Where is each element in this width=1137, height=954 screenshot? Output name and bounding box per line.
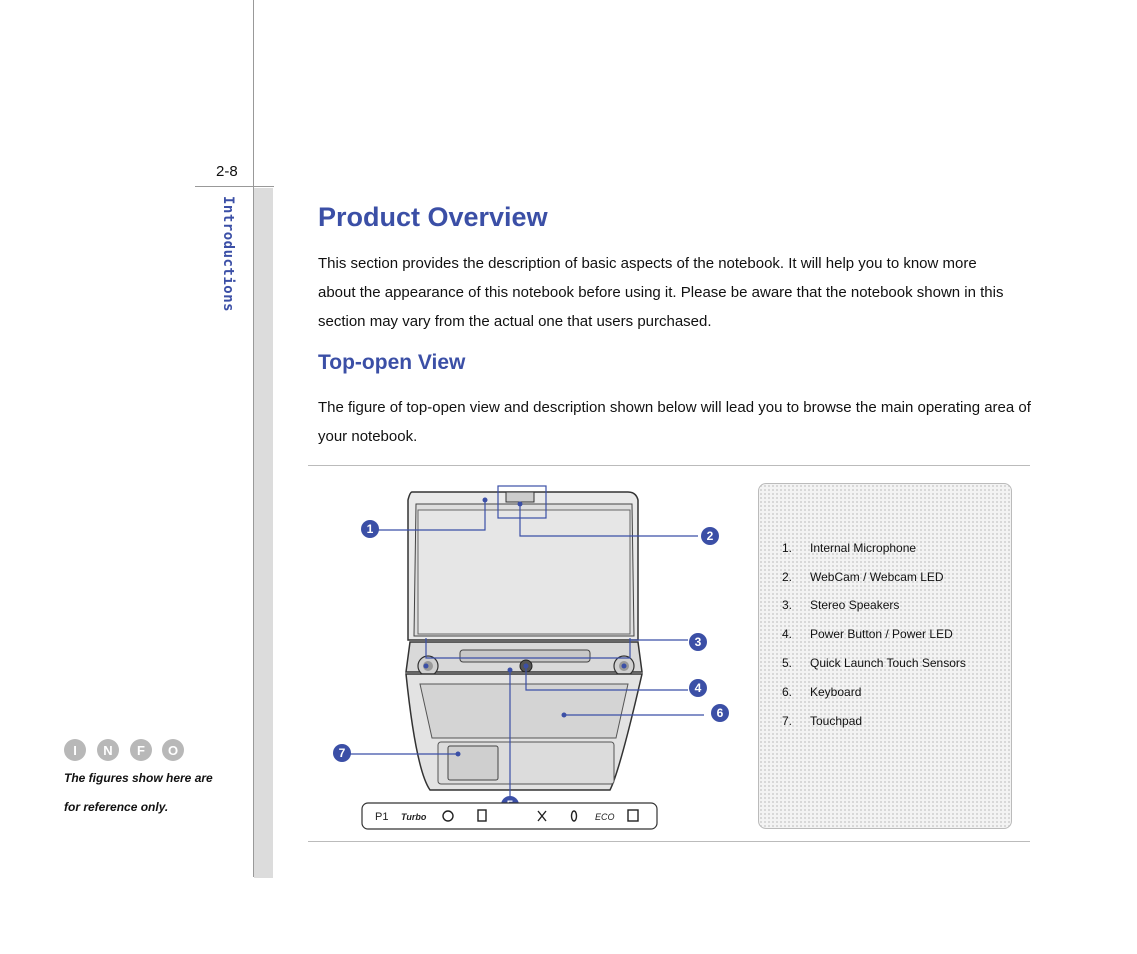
info-letter: I [73, 743, 77, 758]
callout-3 [689, 633, 707, 651]
legend-item: 2. WebCam / Webcam LED [782, 570, 944, 584]
legend-panel [758, 483, 1012, 829]
figure-bottom-rule [308, 841, 1030, 842]
svg-text:6: 6 [716, 706, 724, 720]
legend-item: 3. Stereo Speakers [782, 598, 900, 612]
svg-text:4: 4 [694, 681, 702, 695]
info-letter: F [137, 743, 145, 758]
legend-item: 5. Quick Launch Touch Sensors [782, 656, 966, 670]
eco-label: ECO [595, 812, 615, 822]
sub-intro-paragraph: The figure of top-open view and description shown below will lead you to browse the main operating area of your notebook. [318, 399, 1031, 445]
svg-text:2: 2 [706, 529, 714, 543]
page-number-rule [195, 186, 274, 187]
callout-1 [361, 520, 379, 538]
callout-4 [689, 679, 707, 697]
turbo-label: Turbo [401, 812, 427, 822]
legend-item: 7. Touchpad [782, 714, 863, 728]
svg-text:7: 7 [338, 746, 346, 760]
info-icon [63, 738, 187, 762]
section-tab: Introductions [220, 196, 236, 313]
p1-label: P1 [375, 811, 389, 823]
quick-launch-strip [361, 802, 658, 830]
section-title: Top-open View [318, 351, 466, 374]
page-number: 2-8 [216, 163, 238, 180]
info-note-line1: The figures show here are [64, 771, 213, 785]
svg-text:1: 1 [366, 522, 374, 536]
info-letter: N [103, 743, 113, 758]
figure-top-rule [308, 465, 1030, 466]
svg-text:3: 3 [694, 635, 702, 649]
info-note-line2: for reference only. [64, 800, 169, 814]
side-bar [254, 188, 273, 878]
callout-6 [711, 704, 729, 722]
legend-item: 1. Internal Microphone [782, 541, 917, 555]
legend-item: 6. Keyboard [782, 685, 862, 699]
page-title: Product Overview [318, 202, 548, 232]
legend-item: 4. Power Button / Power LED [782, 627, 953, 641]
info-letter: O [167, 743, 179, 758]
info-badge [63, 738, 187, 767]
intro-paragraph: This section provides the description of basic aspects of the notebook. It will help you to know more about the appearance of this notebook before using it. Please be aware that the notebook shown in this section may vary from the actual one that users purchased. [318, 255, 1004, 330]
callouts [320, 480, 740, 835]
callout-2 [701, 527, 719, 545]
callout-7 [333, 744, 351, 762]
